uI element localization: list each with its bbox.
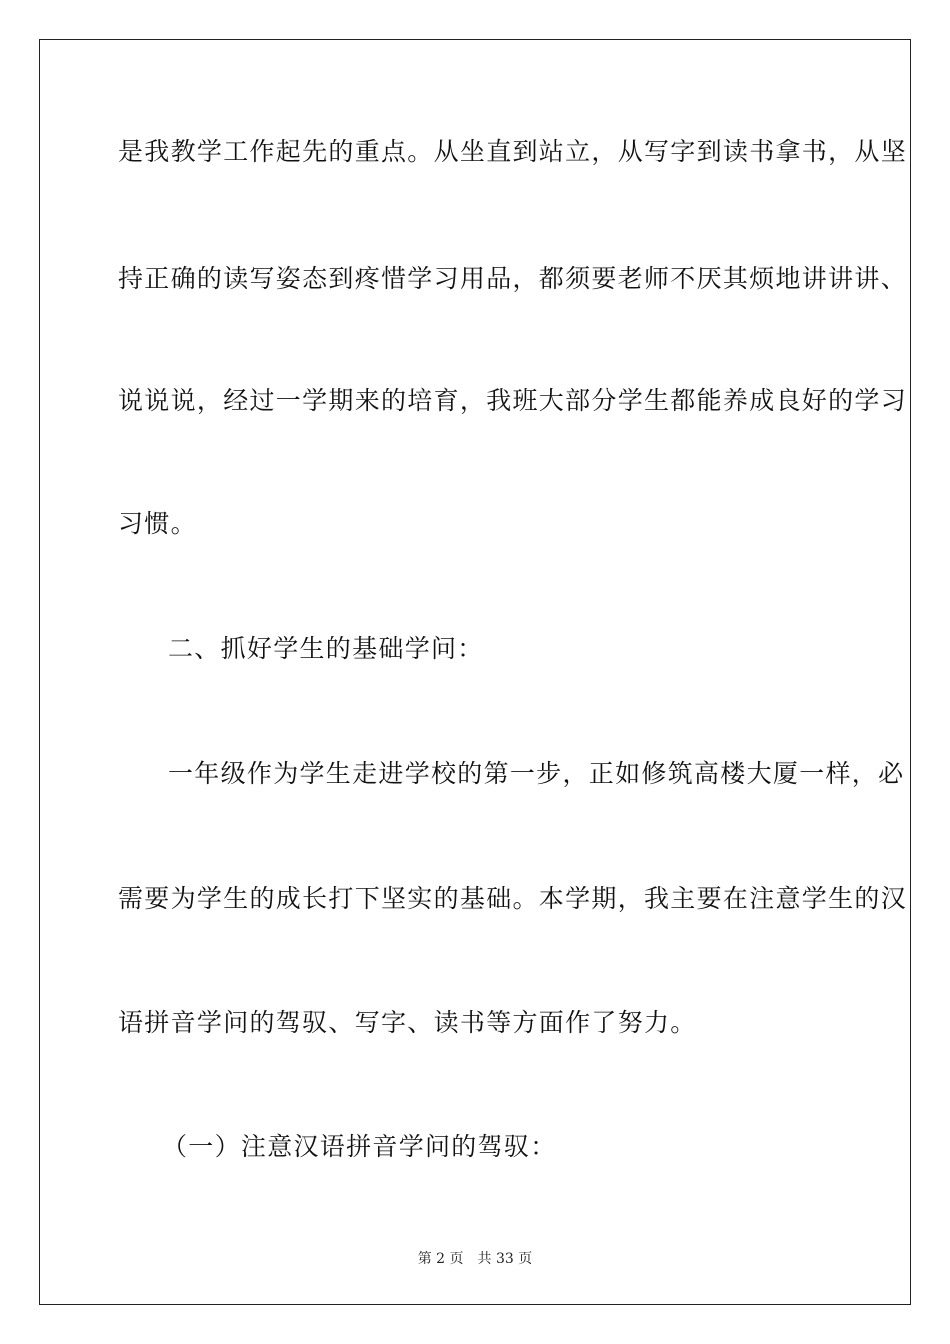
section-heading: 二、抓好学生的基础学问： xyxy=(168,634,484,663)
body-text-line: 需要为学生的成长打下坚实的基础。本学期，我主要在注意学生的汉 xyxy=(118,884,908,913)
page-footer xyxy=(0,1248,950,1268)
page-number: 第 2 页 xyxy=(417,1251,464,1267)
body-text-line: 语拼音学问的驾驭、写字、读书等方面作了努力。 xyxy=(118,1008,697,1037)
total-pages: 共 33 页 xyxy=(477,1251,533,1267)
subsection-heading: （一）注意汉语拼音学问的驾驭： xyxy=(162,1132,557,1161)
page-border xyxy=(39,39,911,1305)
body-text-line: 一年级作为学生走进学校的第一步，正如修筑高楼大厦一样，必 xyxy=(168,759,905,788)
body-text-line: 说说说，经过一学期来的培育，我班大部分学生都能养成良好的学习 xyxy=(118,386,908,415)
body-text-line: 习惯。 xyxy=(118,509,197,538)
body-text-line: 是我教学工作起先的重点。从坐直到站立，从写字到读书拿书，从坚 xyxy=(118,137,908,166)
body-text-line: 持正确的读写姿态到疼惜学习用品，都须要老师不厌其烦地讲讲讲、 xyxy=(118,264,908,293)
